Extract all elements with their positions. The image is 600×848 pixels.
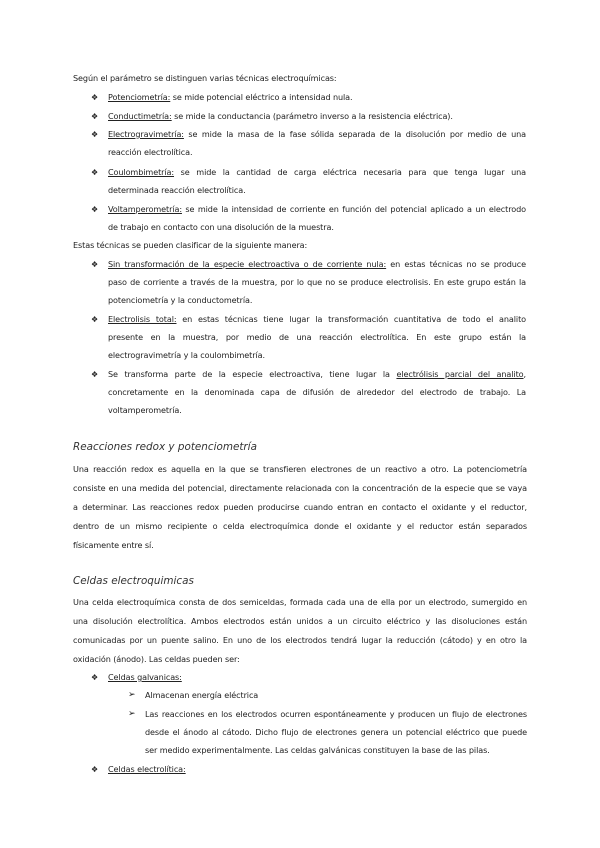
paragraph-line: a determinar. Las reacciones redox pueden producirse cuando entran en contacto el oxidante y el reductor,	[73, 502, 527, 512]
technique-desc-cont: determinada reacción electrolítica.	[108, 185, 246, 195]
technique-voltamperometria	[108, 204, 526, 215]
galvanic-item: Almacenan energía eléctrica	[145, 690, 259, 700]
diamond-bullet-icon: ❖	[91, 112, 99, 121]
diamond-bullet-icon: ❖	[91, 93, 99, 102]
diamond-bullet-icon: ❖	[91, 673, 99, 682]
technique-desc: se mide la conductancia (parámetro inverso a la resistencia eléctrica).	[171, 111, 453, 121]
class-desc-cont: paso de corriente a través de la muestra, por lo que no se produce electrolisis. En este grupo están la	[108, 277, 526, 287]
paragraph-line: físicamente entre sí.	[73, 540, 154, 550]
technique-coulombimetria	[108, 167, 526, 178]
term-label: Electrolisis total:	[108, 314, 177, 324]
technique-potenciometria	[108, 92, 353, 103]
term-label: Voltamperometría:	[108, 204, 182, 214]
term-label: Coulombimetría:	[108, 167, 175, 177]
paragraph-line: comunicadas por un puente salino. En uno de los electrodos tendrá lugar la reducción (cátodo) y en otro la	[73, 635, 527, 645]
technique-desc-cont: reacción electrolítica.	[108, 147, 193, 157]
technique-desc: se mide la cantidad de carga eléctrica necesaria para que tenga lugar una	[174, 167, 526, 177]
term-label: Potenciometría:	[108, 92, 171, 102]
diamond-bullet-icon: ❖	[91, 370, 99, 379]
term-label: electrólisis parcial del analito	[396, 369, 524, 379]
arrow-bullet-icon: ➢	[128, 690, 136, 700]
diamond-bullet-icon: ❖	[91, 130, 99, 139]
class-desc-cont: presente en la muestra, por medio de una reacción electrolítica. En este grupo están la	[108, 332, 526, 342]
term-label: Sin transformación de la especie electroactiva o de corriente nula:	[108, 259, 387, 269]
class-no-current	[108, 259, 526, 270]
class-total-electrolysis	[108, 314, 526, 325]
class-desc: en estas técnicas tiene lugar la transformación cuantitativa de todo el analito	[176, 314, 527, 324]
classify-intro: Estas técnicas se pueden clasificar de la siguiente manera:	[73, 240, 308, 250]
class-desc-cont: voltamperometría.	[108, 405, 182, 415]
diamond-bullet-icon: ❖	[91, 205, 99, 214]
paragraph-line: dentro de un mismo recipiente o celda electroquímica donde el oxidante y el reductor están separados	[73, 521, 527, 531]
term-label: Conductimetría:	[108, 111, 172, 121]
galvanic-item-cont: ser medido experimentalmente. Las celdas galvánicas constituyen la base de las pilas.	[145, 745, 490, 755]
section-heading-redox: Reacciones redox y potenciometría	[73, 441, 257, 453]
paragraph-line: una disolución electrolítica. Ambos electrodos están unidos a un circuito eléctrico y las disoluciones están	[73, 616, 527, 626]
galvanic-item: Las reacciones en los electrodos ocurren espontáneamente y producen un flujo de electrones	[145, 709, 527, 719]
class-desc-cont: electrogravimetría y la coulombimetría.	[108, 350, 265, 360]
intro-text: Según el parámetro se distinguen varias técnicas electroquímicas:	[73, 73, 337, 83]
galvanic-cells-term: Celdas galvanicas:	[108, 672, 182, 682]
diamond-bullet-icon: ❖	[91, 765, 99, 774]
technique-electrogravimetria	[108, 129, 526, 140]
paragraph-line: Una celda electroquímica consta de dos semiceldas, formada cada una de ella por un electrodo, sumergido en	[73, 597, 527, 607]
technique-conductimetria	[108, 111, 453, 122]
technique-desc: se mide la intensidad de corriente en función del potencial aplicado a un electrodo	[181, 204, 526, 214]
class-desc: Se transforma parte de la especie electroactiva, tiene lugar la	[108, 369, 397, 379]
class-desc: ,	[523, 369, 526, 379]
technique-desc-cont: de trabajo en contacto con una disolución de la muestra.	[108, 222, 334, 232]
term-label: Electrogravimetría:	[108, 129, 184, 139]
class-desc: en estas técnicas no se produce	[386, 259, 526, 269]
electrolytic-cells-term: Celdas electrolítica:	[108, 764, 186, 774]
paragraph-line: Una reacción redox es aquella en la que se transfieren electrones de un reactivo a otro. La potenciometría	[73, 464, 527, 474]
arrow-bullet-icon: ➢	[128, 709, 136, 719]
class-desc-cont: potenciometría y la conductometría.	[108, 295, 253, 305]
diamond-bullet-icon: ❖	[91, 315, 99, 324]
diamond-bullet-icon: ❖	[91, 260, 99, 269]
technique-desc: se mide la masa de la fase sólida separada de la disolución por medio de una	[183, 129, 526, 139]
paragraph-line: consiste en una medida del potencial, directamente relacionada con la concentración de la especie que se vaya	[73, 483, 527, 493]
class-partial-electrolysis	[108, 369, 526, 380]
class-desc-cont: concretamente en la denominada capa de difusión de alrededor del electrodo de trabajo. La	[108, 387, 526, 397]
diamond-bullet-icon: ❖	[91, 168, 99, 177]
galvanic-item-cont: desde el ánodo al cátodo. Dicho flujo de electrones genera un potencial eléctrico que puede	[145, 727, 527, 737]
section-heading-cells: Celdas electroquimicas	[73, 575, 194, 587]
technique-desc: se mide potencial eléctrico a intensidad nula.	[170, 92, 353, 102]
paragraph-line: oxidación (ánodo). Las celdas pueden ser:	[73, 654, 240, 664]
